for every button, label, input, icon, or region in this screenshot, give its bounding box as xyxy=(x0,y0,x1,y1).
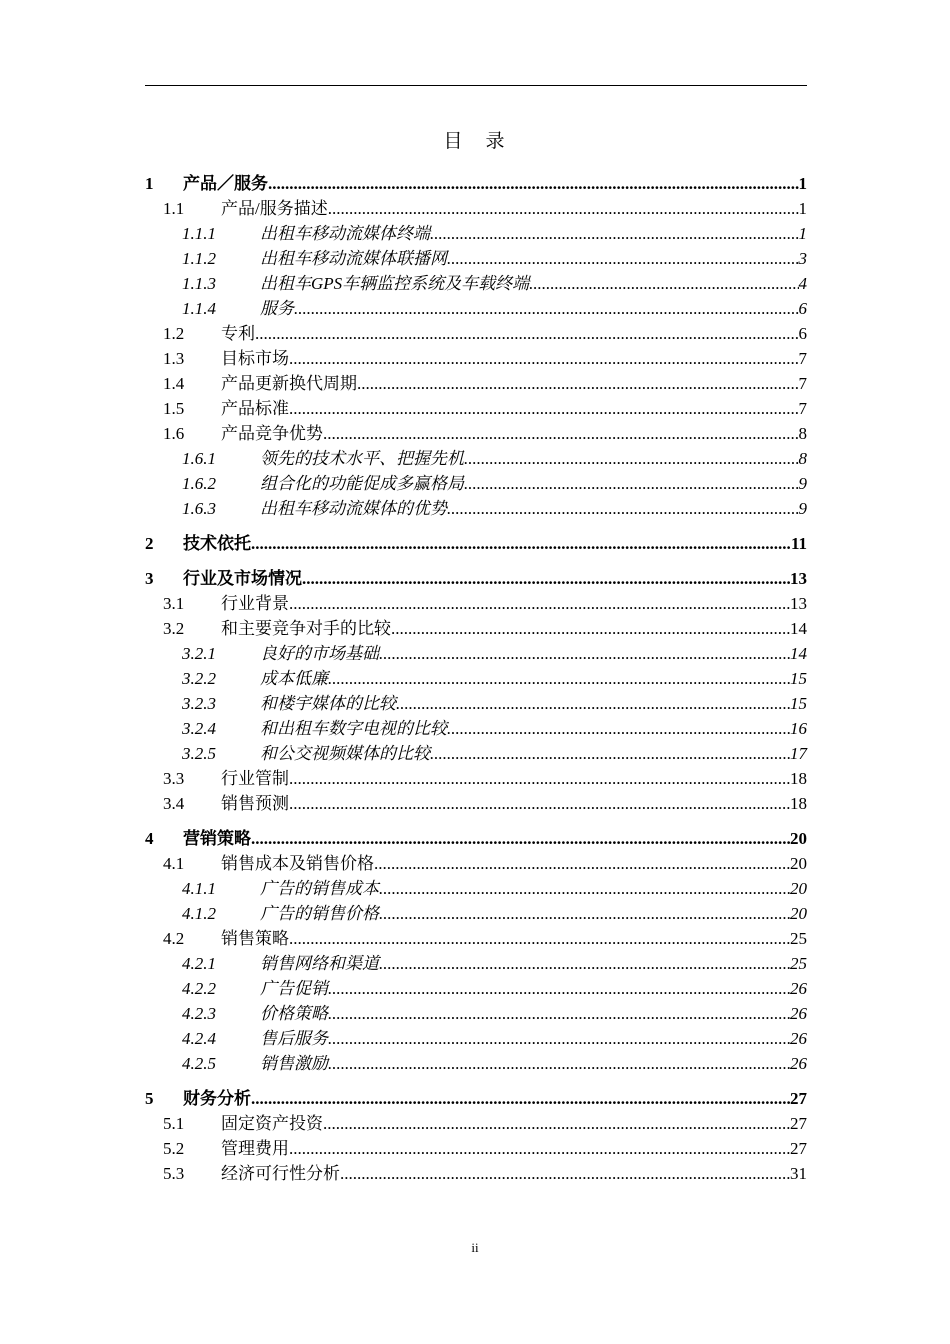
toc-entry-page: 7 xyxy=(798,399,807,418)
toc-entry-label: 和出租车数字电视的比较 xyxy=(260,719,447,738)
toc-entry-label: 技术依托 xyxy=(183,534,251,553)
toc-entry-number: 3.2.3 xyxy=(182,694,216,713)
toc-entry-3-2-2[interactable] xyxy=(145,666,807,691)
toc-entry-4-2-4[interactable] xyxy=(145,1026,807,1051)
toc-entry-page: 18 xyxy=(790,769,807,788)
toc-entry-number: 1 xyxy=(145,174,154,193)
toc-entry-number: 1.6.3 xyxy=(182,499,216,518)
toc-dot-leader xyxy=(464,446,799,471)
toc-entry-number: 5.3 xyxy=(163,1164,185,1183)
toc-entry-page: 27 xyxy=(790,1139,807,1158)
toc-entry-number: 1.6.1 xyxy=(182,449,216,468)
toc-dot-leader xyxy=(289,396,799,421)
toc-entry-label: 广告的销售成本 xyxy=(260,879,379,898)
toc-entry-page: 1 xyxy=(798,224,807,243)
toc-entry-3-2-4[interactable] xyxy=(145,716,807,741)
toc-entry-number: 1.1.4 xyxy=(182,299,216,318)
toc-entry-page: 1 xyxy=(798,199,807,218)
toc-entry-number: 1.1 xyxy=(163,199,185,218)
toc-entry-label: 售后服务 xyxy=(260,1029,328,1048)
toc-entry-number: 5 xyxy=(145,1089,154,1108)
toc-entry-label: 服务 xyxy=(260,299,294,318)
toc-entry-number: 4.1.2 xyxy=(182,904,216,923)
toc-dot-leader xyxy=(328,976,790,1001)
toc-dot-leader xyxy=(447,716,790,741)
toc-dot-leader xyxy=(379,876,790,901)
toc-entry-5-2[interactable] xyxy=(145,1136,807,1161)
toc-entry-label: 销售网络和渠道 xyxy=(260,954,379,973)
toc-entry-number: 3.2 xyxy=(163,619,185,638)
toc-entry-4[interactable] xyxy=(145,826,807,851)
toc-entry-number: 4 xyxy=(145,829,154,848)
toc-dot-leader xyxy=(289,1136,790,1161)
toc-entry-number: 4.2.3 xyxy=(182,1004,216,1023)
toc-entry-label: 价格策略 xyxy=(260,1004,328,1023)
toc-entry-1-2[interactable] xyxy=(145,321,807,346)
toc-entry-page: 3 xyxy=(798,249,807,268)
toc-entry-label: 广告促销 xyxy=(260,979,328,998)
toc-entry-label: 组合化的功能促成多赢格局 xyxy=(260,474,464,493)
toc-entry-number: 5.2 xyxy=(163,1139,185,1158)
toc-entry-number: 4.2.4 xyxy=(182,1029,216,1048)
toc-entry-number: 1.1.1 xyxy=(182,224,216,243)
toc-entry-4-1-1[interactable] xyxy=(145,876,807,901)
toc-entry-page: 6 xyxy=(798,299,807,318)
toc-entry-number: 1.5 xyxy=(163,399,185,418)
toc-entry-label: 产品／服务 xyxy=(183,174,268,193)
toc-entry-1-6[interactable] xyxy=(145,421,807,446)
toc-entry-label: 出租车移动流媒体的优势 xyxy=(260,499,447,518)
toc-entry-page: 14 xyxy=(790,644,807,663)
toc-entry-number: 1.3 xyxy=(163,349,185,368)
toc-entry-number: 3.4 xyxy=(163,794,185,813)
toc-entry-4-1[interactable] xyxy=(145,851,807,876)
toc-entry-label: 产品标准 xyxy=(221,399,289,418)
toc-entry-page: 11 xyxy=(790,534,807,553)
toc-entry-number: 1.6.2 xyxy=(182,474,216,493)
toc-entry-page: 4 xyxy=(798,274,807,293)
toc-entry-page: 26 xyxy=(790,1054,807,1073)
toc-dot-leader xyxy=(447,496,799,521)
toc-entry-number: 1.2 xyxy=(163,324,185,343)
toc-entry-3-2-5[interactable] xyxy=(145,741,807,766)
toc-entry-label: 财务分析 xyxy=(183,1089,251,1108)
toc-entry-label: 出租车移动流媒体终端 xyxy=(260,224,430,243)
toc-entry-page: 7 xyxy=(798,374,807,393)
toc-entry-5[interactable] xyxy=(145,1086,807,1111)
toc-entry-label: 产品更新换代周期 xyxy=(221,374,357,393)
toc-dot-leader xyxy=(340,1161,790,1186)
toc-entry-4-1-2[interactable] xyxy=(145,901,807,926)
toc-entry-3[interactable] xyxy=(145,566,807,591)
toc-entry-3-2[interactable] xyxy=(145,616,807,641)
toc-entry-page: 26 xyxy=(790,1004,807,1023)
toc-dot-leader xyxy=(289,346,799,371)
toc-entry-page: 27 xyxy=(790,1089,807,1108)
toc-dot-leader xyxy=(379,641,790,666)
toc-entry-page: 26 xyxy=(790,979,807,998)
toc-dot-leader xyxy=(328,1051,790,1076)
toc-entry-page: 16 xyxy=(790,719,807,738)
toc-entry-1-1-3[interactable] xyxy=(145,271,807,296)
toc-dot-leader xyxy=(268,171,799,196)
toc-entry-label: 良好的市场基础 xyxy=(260,644,379,663)
toc-dot-leader xyxy=(294,296,799,321)
toc-entry-page: 20 xyxy=(790,904,807,923)
toc-entry-page: 17 xyxy=(790,744,807,763)
toc-dot-leader xyxy=(396,691,790,716)
toc-dot-leader xyxy=(430,741,790,766)
toc-entry-label: 专利 xyxy=(221,324,255,343)
toc-dot-leader xyxy=(289,791,790,816)
toc-entry-label: 目标市场 xyxy=(221,349,289,368)
toc-dot-leader xyxy=(357,371,799,396)
toc-entry-label: 和楼宇媒体的比较 xyxy=(260,694,396,713)
toc-entry-page: 9 xyxy=(798,474,807,493)
toc-entry-page: 18 xyxy=(790,794,807,813)
toc-entry-4-2-1[interactable] xyxy=(145,951,807,976)
toc-dot-leader xyxy=(289,766,790,791)
toc-dot-leader xyxy=(251,1086,790,1111)
toc-entry-page: 7 xyxy=(798,349,807,368)
toc-entry-page: 27 xyxy=(790,1114,807,1133)
toc-entry-page: 31 xyxy=(790,1164,807,1183)
toc-entry-number: 1.4 xyxy=(163,374,185,393)
toc-entry-1-6-2[interactable] xyxy=(145,471,807,496)
toc-entry-label: 出租车移动流媒体联播网 xyxy=(260,249,447,268)
toc-entry-4-2-2[interactable] xyxy=(145,976,807,1001)
toc-entry-3-2-3[interactable] xyxy=(145,691,807,716)
toc-entry-label: 行业管制 xyxy=(221,769,289,788)
toc-entry-number: 1.6 xyxy=(163,424,185,443)
toc-entry-label: 固定资产投资 xyxy=(221,1114,323,1133)
toc-entry-number: 4.2.5 xyxy=(182,1054,216,1073)
toc-entry-label: 管理费用 xyxy=(221,1139,289,1158)
toc-entry-page: 8 xyxy=(798,424,807,443)
toc-entry-label: 经济可行性分析 xyxy=(221,1164,340,1183)
toc-entry-1-1-2[interactable] xyxy=(145,246,807,271)
page-number-footer: ii xyxy=(471,1240,479,1255)
toc-entry-1-1-1[interactable] xyxy=(145,221,807,246)
toc-entry-5-3[interactable] xyxy=(145,1161,807,1186)
toc-dot-leader xyxy=(255,321,799,346)
page-title: 目 录 xyxy=(443,131,507,152)
toc-entry-3-1[interactable] xyxy=(145,591,807,616)
toc-entry-label: 领先的技术水平、把握先机 xyxy=(260,449,464,468)
toc-dot-leader xyxy=(374,851,790,876)
toc-entry-number: 3.3 xyxy=(163,769,185,788)
toc-entry-label: 和公交视频媒体的比较 xyxy=(260,744,430,763)
toc-dot-leader xyxy=(251,826,790,851)
toc-entry-label: 营销策略 xyxy=(183,829,251,848)
toc-entry-page: 20 xyxy=(790,879,807,898)
toc-dot-leader xyxy=(251,531,791,556)
toc-entry-2[interactable] xyxy=(145,531,807,556)
toc-entry-1-6-3[interactable] xyxy=(145,496,807,521)
toc-dot-leader xyxy=(328,196,799,221)
toc-entry-page: 25 xyxy=(790,954,807,973)
toc-dot-leader xyxy=(447,246,799,271)
toc-entry-label: 成本低廉 xyxy=(260,669,328,688)
toc-entry-label: 行业及市场情况 xyxy=(183,569,302,588)
toc-entry-1-5[interactable] xyxy=(145,396,807,421)
toc-entry-label: 销售成本及销售价格 xyxy=(221,854,374,873)
toc-entry-number: 3.2.1 xyxy=(182,644,216,663)
toc-entry-5-1[interactable] xyxy=(145,1111,807,1136)
toc-entry-page: 15 xyxy=(790,694,807,713)
toc-dot-leader xyxy=(379,901,790,926)
toc-entry-1-1[interactable] xyxy=(145,196,807,221)
toc-entry-1-4[interactable] xyxy=(145,371,807,396)
header-rule xyxy=(145,85,807,86)
toc-entry-4-2[interactable] xyxy=(145,926,807,951)
toc-entry-1-6-1[interactable] xyxy=(145,446,807,471)
toc-entry-number: 3 xyxy=(145,569,154,588)
toc-entry-label: 行业背景 xyxy=(221,594,289,613)
toc-entry-number: 4.2 xyxy=(163,929,185,948)
toc-dot-leader xyxy=(328,1026,790,1051)
toc-entry-number: 1.1.3 xyxy=(182,274,216,293)
toc-entry-3-2-1[interactable] xyxy=(145,641,807,666)
toc-entry-label: 产品/服务描述 xyxy=(221,199,328,218)
toc-dot-leader xyxy=(529,271,798,296)
toc-entry-page: 25 xyxy=(790,929,807,948)
toc-entry-page: 26 xyxy=(790,1029,807,1048)
toc-entry-label: 销售策略 xyxy=(221,929,289,948)
toc-dot-leader xyxy=(464,471,799,496)
toc-dot-leader xyxy=(323,1111,790,1136)
toc-dot-leader xyxy=(430,221,799,246)
toc-entry-label: 广告的销售价格 xyxy=(260,904,379,923)
toc-entry-label: 销售激励 xyxy=(260,1054,328,1073)
toc-entry-number: 3.1 xyxy=(163,594,185,613)
toc-entry-4-2-5[interactable] xyxy=(145,1051,807,1076)
toc-entry-number: 4.2.1 xyxy=(182,954,216,973)
toc-dot-leader xyxy=(391,616,790,641)
toc-entry-1[interactable] xyxy=(145,171,807,196)
toc-entry-number: 4.2.2 xyxy=(182,979,216,998)
toc-entry-number: 4.1.1 xyxy=(182,879,216,898)
toc-entry-page: 8 xyxy=(798,449,807,468)
toc-entry-1-1-4[interactable] xyxy=(145,296,807,321)
toc-entry-3-3[interactable] xyxy=(145,766,807,791)
toc-entry-label: 和主要竞争对手的比较 xyxy=(221,619,391,638)
toc-entry-3-4[interactable] xyxy=(145,791,807,816)
toc-entry-number: 3.2.2 xyxy=(182,669,216,688)
toc-entry-number: 2 xyxy=(145,534,154,553)
table-of-contents xyxy=(145,171,807,1186)
toc-dot-leader xyxy=(289,926,790,951)
toc-entry-page: 9 xyxy=(798,499,807,518)
toc-entry-page: 15 xyxy=(790,669,807,688)
toc-entry-page: 14 xyxy=(790,619,807,638)
toc-entry-label: 出租车GPS车辆监控系统及车载终端 xyxy=(260,274,530,293)
toc-entry-page: 1 xyxy=(798,174,807,193)
toc-entry-4-2-3[interactable] xyxy=(145,1001,807,1026)
toc-entry-number: 1.1.2 xyxy=(182,249,216,268)
toc-entry-number: 3.2.5 xyxy=(182,744,216,763)
toc-dot-leader xyxy=(328,666,790,691)
toc-entry-label: 产品竞争优势 xyxy=(221,424,323,443)
toc-dot-leader xyxy=(323,421,799,446)
toc-entry-page: 6 xyxy=(798,324,807,343)
toc-entry-page: 13 xyxy=(790,569,807,588)
toc-dot-leader xyxy=(328,1001,790,1026)
toc-entry-page: 20 xyxy=(790,854,807,873)
toc-dot-leader xyxy=(302,566,790,591)
toc-entry-number: 4.1 xyxy=(163,854,185,873)
toc-entry-label: 销售预测 xyxy=(221,794,289,813)
toc-entry-1-3[interactable] xyxy=(145,346,807,371)
toc-entry-page: 20 xyxy=(790,829,807,848)
toc-entry-number: 3.2.4 xyxy=(182,719,216,738)
toc-entry-page: 13 xyxy=(790,594,807,613)
toc-dot-leader xyxy=(379,951,790,976)
toc-entry-number: 5.1 xyxy=(163,1114,185,1133)
toc-dot-leader xyxy=(289,591,790,616)
